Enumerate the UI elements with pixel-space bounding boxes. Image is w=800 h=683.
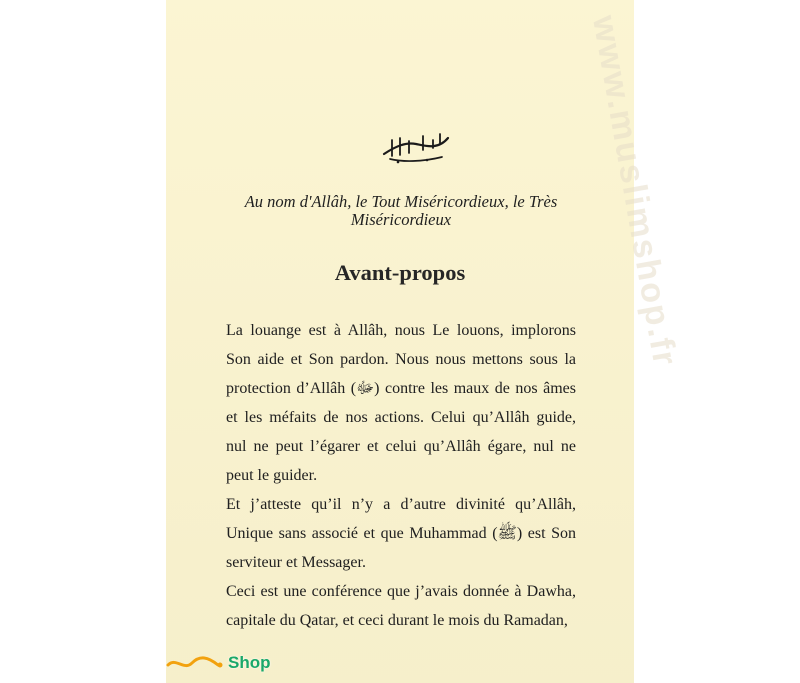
- watermark-text: www.muslimshop.fr: [585, 12, 685, 370]
- swirl-logo-icon: [166, 653, 224, 673]
- body-text: [226, 317, 576, 636]
- basmala-calligraphy-icon: [376, 126, 456, 166]
- page-title: Avant-propos: [334, 260, 466, 285]
- paragraph-1: La louange est à Allâh, nous Le louons, implorons Son aide et Son pardon. Nous nous mettons sous la protection d’Allâh (ﷻ) contre les maux de nos âmes et les méfaits de nos actions. Celui qu’Allâh guide, nul ne peut l’égarer et celui qu’Allâh égare, nul ne peut le guider.: [226, 322, 576, 484]
- basmala-translation: Au nom d'Allâh, le Tout Miséricordieux, le Très Miséricordieux: [244, 192, 558, 229]
- paragraph-3: Ceci est une conférence que j’avais donnée à Dawha, capitale du Qatar, et ceci durant le mois du Ramadan,: [226, 583, 576, 630]
- book-page: [166, 0, 685, 683]
- shop-logo: [166, 650, 271, 676]
- paragraph-2: Et j’atteste qu’il n’y a d’autre divinité qu’Allâh, Unique sans associé et que Muhammad (ﷺ) est Son serviteur et Messager.: [226, 495, 577, 571]
- shop-logo-text: Shop: [228, 653, 271, 672]
